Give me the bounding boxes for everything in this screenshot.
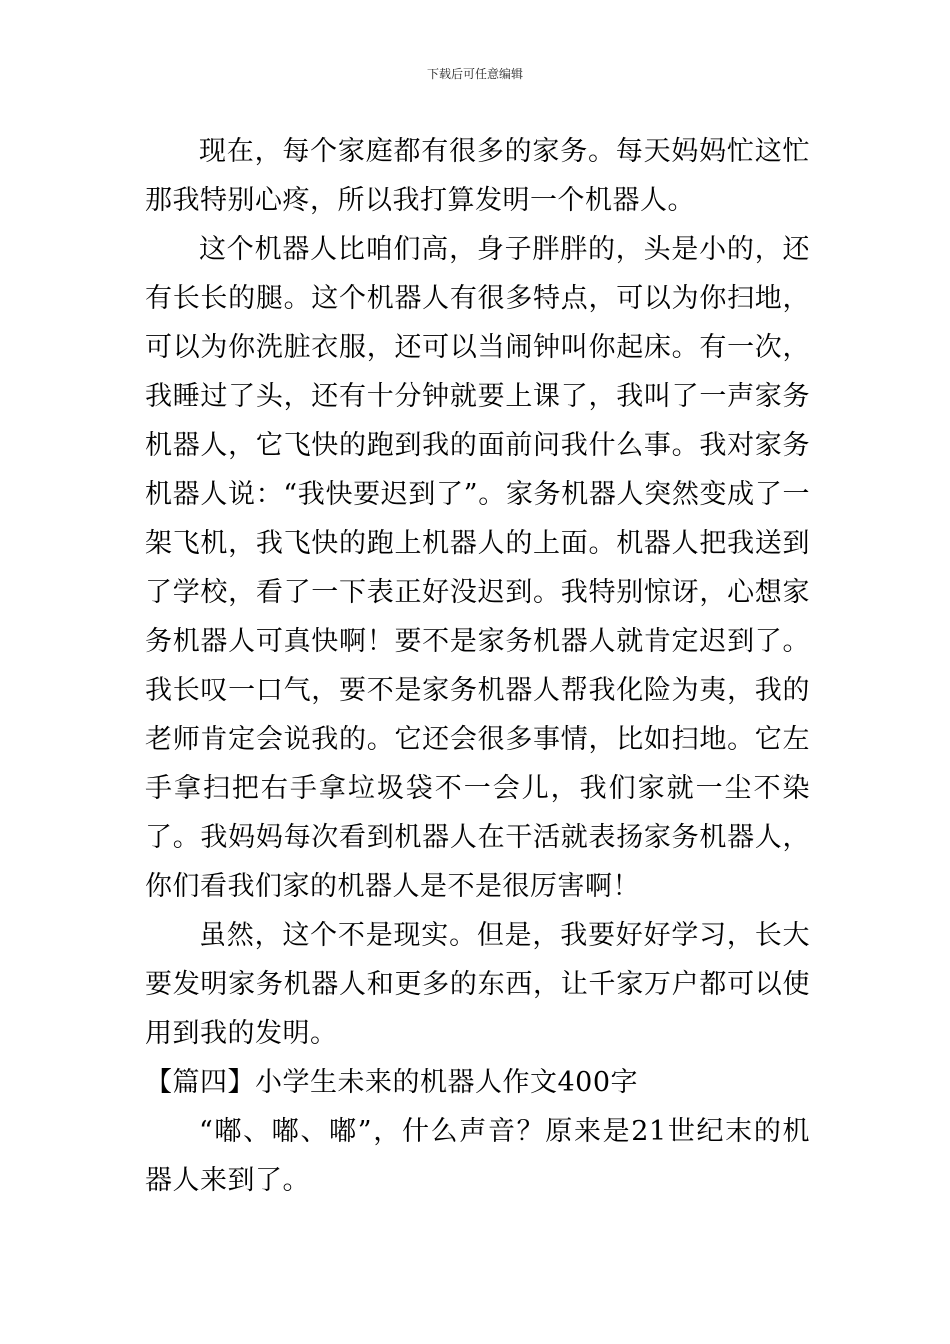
paragraph-2: 这个机器人比咱们高，身子胖胖的，头是小的，还有长长的腿。这个机器人有很多特点，可以为你扫地，可以为你洗脏衣服，还可以当闹钟叫你起床。有一次，我睡过了头，还有十分钟就要上课了，我叫了一声家务机器人，它飞快的跑到我的面前问我什么事。我对家务机器人说：“我快要迟到了”。家务机器人突然变成了一架飞机，我飞快的跑上机器人的上面。机器人把我送到了学校，看了一下表正好没迟到。我特别惊讶，心想家务机器人可真快啊！要不是家务机器人就肯定迟到了。我长叹一口气，要不是家务机器人帮我化险为夷，我的老师肯定会说我的。它还会很多事情，比如扫地。它左手拿扫把右手拿垃圾袋不一会儿，我们家就一尘不染了。我妈妈每次看到机器人在干活就表扬家务机器人，你们看我们家的机器人是不是很厉害啊！ <box>145 234 810 902</box>
header-note: 下载后可任意编辑 <box>426 67 523 81</box>
paragraph-4: “嘟、嘟、嘟”，什么声音？原来是21世纪末的机器人来到了。 <box>145 1116 810 1196</box>
document-body <box>145 127 810 1205</box>
paragraph-1: 现在，每个家庭都有很多的家务。每天妈妈忙这忙那我特别心疼，所以我打算发明一个机器人。 <box>145 136 810 216</box>
paragraph-3: 虽然，这个不是现实。但是，我要好好学习，长大要发明家务机器人和更多的东西，让千家万户都可以使用到我的发明。 <box>145 920 810 1049</box>
section-heading: 【篇四】小学生未来的机器人作文400字 <box>145 1067 639 1098</box>
